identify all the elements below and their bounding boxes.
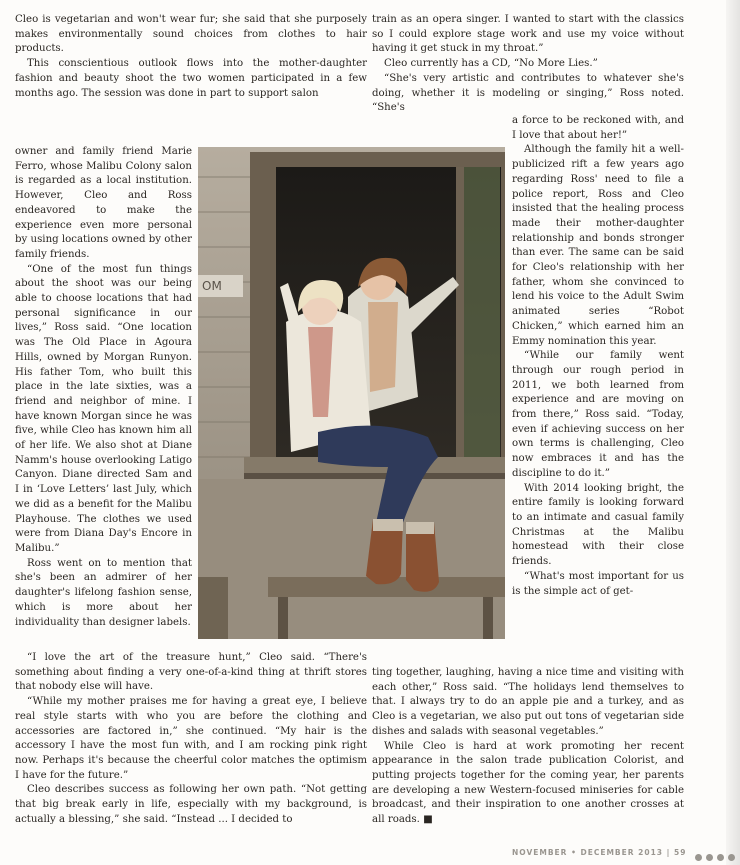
paragraph: “What's most important for us is the simple act of get- <box>512 570 684 597</box>
paragraph: Cleo is vegetarian and won't wear fur; she said that she purposely makes environmentally sound choices from clothes to hair products. <box>15 14 367 55</box>
paragraph: “I love the art of the treasure hunt,” Cleo said. “There's something about finding a very one-of-a-kind thing at thrift stores that nobody else will have. <box>15 652 367 693</box>
paragraph: “While my mother praises me for having a great eye, I believe real style starts with who you are before the clothing and accessories are factored in,” she continued. “My hair is the accessory I have the most fun with, and I am rocking pink right now. Perhaps it's because the cheerful color matches the optimism I have for the future.” <box>15 696 367 781</box>
paragraph: This conscientious outlook flows into the mother-daughter fashion and beauty shoot the two women participated in a few months ago. The session was done in part to support salon <box>15 58 367 99</box>
paragraph: owner and family friend Marie Ferro, whose Malibu Colony salon is regarded as a local institution. However, Cleo and Ross endeavored to make the experience even more personal by using locations owned by other family friends. <box>15 146 192 260</box>
photo-illustration <box>198 147 505 639</box>
right-column-narrow <box>512 114 684 659</box>
left-column-bottom <box>15 651 367 841</box>
paragraph: While Cleo is hard at work promoting her recent appearance in the salon trade publication Colorist, and putting projects together for the coming year, her parents are developing a new Western-focused miniseries for cable broadcast, and their inspiration to one another crosses at all roads. ■ <box>372 740 684 826</box>
dot-icon <box>717 854 724 861</box>
paragraph: With 2014 looking bright, the entire family is looking forward to an intimate and casual family Christmas at the Malibu homestead with their close friends. <box>512 482 684 568</box>
paragraph: ting together, laughing, having a nice time and visiting with each other,” Ross said. “The holidays lend themselves to that. I always try to do an apple pie and a turkey, and as Cleo is a vegetarian, we also put out tons of vegetarian side dishes and salads with seasonal vegetables.” <box>372 667 684 737</box>
paragraph: Cleo describes success as following her own path. “Not getting that big break early in life, especially with my background, is actually a blessing,” she said. “Instead ... I decided to <box>15 784 367 825</box>
footer-dots-icon <box>695 846 739 865</box>
dot-icon <box>728 854 735 861</box>
article-photo <box>198 147 505 639</box>
paragraph: “She's very artistic and contributes to whatever she's doing, whether it is modeling or singing,” Ross noted. “She's <box>372 72 684 114</box>
paragraph: Cleo currently has a CD, “No More Lies.” <box>384 58 598 70</box>
paragraph: Ross went on to mention that she's been an admirer of her daughter's lifelong fashion sense, which is more about her individuality than designer labels. <box>15 557 192 628</box>
right-column-bottom <box>372 666 684 838</box>
page-footer: NOVEMBER • DECEMBER 2013 | 59 <box>512 848 687 857</box>
page-edge-shadow <box>726 0 740 865</box>
right-column-top <box>372 13 684 115</box>
dot-icon <box>706 854 713 861</box>
paragraph: train as an opera singer. I wanted to start with the classics so I could explore stage work and use my voice without having it get stuck in my throat.” <box>372 14 684 55</box>
paragraph: “One of the most fun things about the shoot was our being able to choose locations that had personal significance in our lives,” Ross said. “One location was The Old Place in Agoura Hills, owned by Morgan Runyon. His father Tom, who built this place in the late sixties, was a friend and neighbor of mine. I have known Morgan since he was five, while Cleo has known him all of her life. We also shot at Diane Namm's house overlooking Latigo Canyon. Diane directed Sam and I in ‘Love Letters’ last July, which we did as a benefit for the Malibu Playhouse. The clothes we used were from Diana Day's Encore in Malibu.” <box>15 263 192 554</box>
left-column-top <box>15 13 367 146</box>
paragraph: a force to be reckoned with, and I love that about her!” <box>512 115 684 141</box>
paragraph: Although the family hit a well-publicized rift a few years ago regarding Ross' need to file a police report, Ross and Cleo insisted that the healing process made their mother-daughter relationship and bonds stronger than ever. The same can be said for Cleo's relationship with her father, whom she convinced to lend his voice to the Adult Swim animated series “Robot Chicken,” which earned him an Emmy nomination this year. <box>512 144 684 347</box>
dot-icon <box>695 854 702 861</box>
wall-sign-text: OM <box>202 279 222 293</box>
paragraph: “While our family went through our rough period in 2011, we both learned from experience and are moving on from there,” Ross said. “Today, even if achieving success on her own terms is challenging, Cleo now embraces it and has the discipline to do it.” <box>512 350 684 479</box>
left-column-narrow <box>15 145 192 647</box>
